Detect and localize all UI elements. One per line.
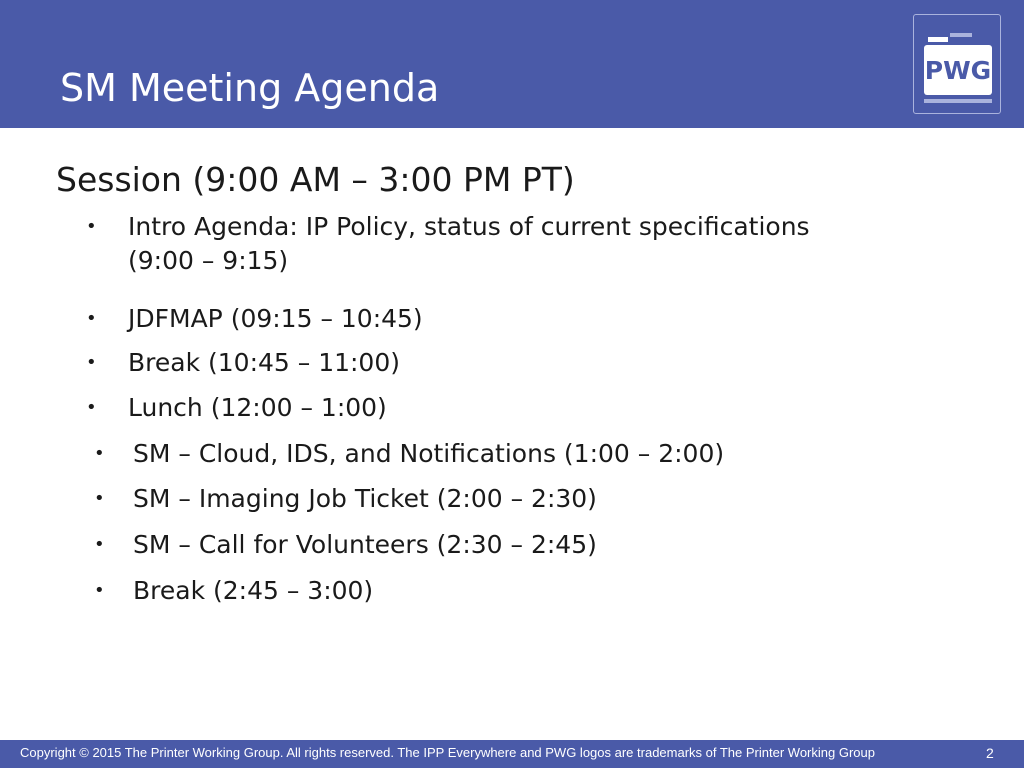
bullet-marker: • (94, 534, 105, 555)
agenda-item: Break (10:45 – 11:00) (128, 348, 400, 377)
agenda-item: SM – Imaging Job Ticket (2:00 – 2:30) (133, 484, 597, 513)
agenda-item (128, 210, 810, 278)
agenda-item: Break (2:45 – 3:00) (133, 576, 374, 605)
agenda-item-text: (9:00 – 9:15) (128, 246, 289, 275)
bullet-marker: • (86, 216, 97, 237)
footer-bar (0, 740, 1024, 768)
agenda-item-text: Intro Agenda: IP Policy, status of current specifications (128, 212, 810, 241)
bullet-marker: • (86, 397, 97, 418)
copyright-text: Copyright © 2015 The Printer Working Group. All rights reserved. The IPP Everywhere and PWG logos are trademarks of The Printer Working Group (20, 745, 875, 760)
bullet-marker: • (94, 488, 105, 509)
slide-title: SM Meeting Agenda (60, 66, 440, 110)
agenda-item: SM – Cloud, IDS, and Notifications (1:00 – 2:00) (133, 439, 725, 468)
agenda-item: SM – Call for Volunteers (2:30 – 2:45) (133, 530, 597, 559)
agenda-item: JDFMAP (09:15 – 10:45) (128, 304, 423, 333)
bullet-marker: • (94, 443, 105, 464)
title-bar (0, 0, 1024, 128)
bullet-marker: • (86, 308, 97, 329)
pwg-logo (913, 14, 1001, 114)
bullet-marker: • (86, 352, 97, 373)
page-number: 2 (986, 745, 994, 761)
pwg-logo-icon (914, 15, 1000, 113)
logo-text: PWG (924, 56, 992, 85)
session-heading: Session (9:00 AM – 3:00 PM PT) (56, 160, 575, 199)
bullet-marker: • (94, 580, 105, 601)
agenda-item: Lunch (12:00 – 1:00) (128, 393, 387, 422)
